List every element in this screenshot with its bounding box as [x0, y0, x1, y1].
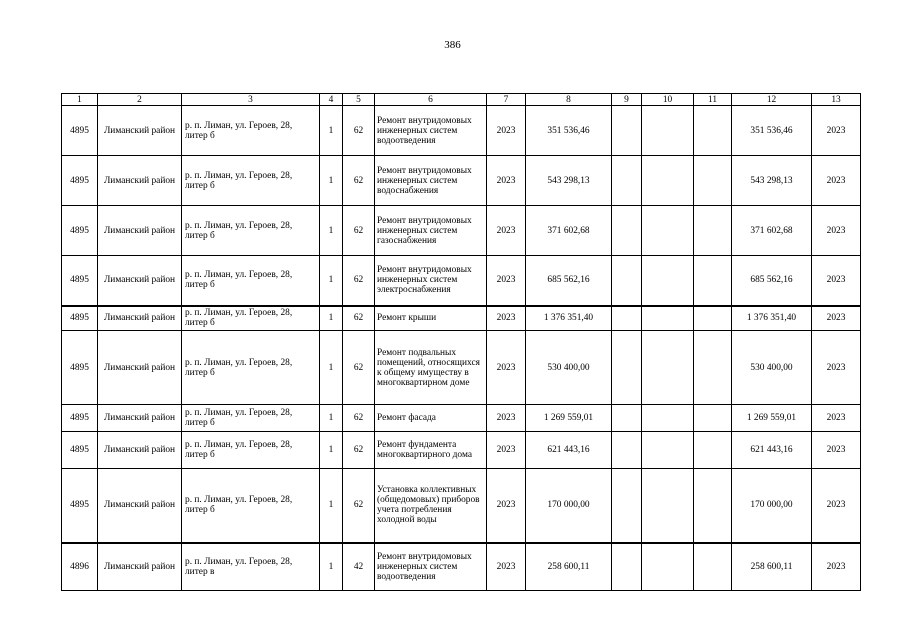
work-type-cell: Установка коллективных (общедомовых) приборов учета потребления холодной воды — [375, 469, 487, 543]
completion-year-cell: 2023 — [812, 331, 861, 405]
column-header-8: 8 — [526, 94, 612, 106]
column-header-1: 1 — [62, 94, 98, 106]
column-header-7: 7 — [487, 94, 526, 106]
page-number: 386 — [444, 39, 461, 51]
district-cell: Лиманский район — [98, 405, 182, 432]
column-header-4: 4 — [320, 94, 343, 106]
completion-year-cell: 2023 — [812, 156, 861, 206]
total-cost-cell: 170 000,00 — [732, 469, 812, 543]
total-cost-cell: 543 298,13 — [732, 156, 812, 206]
cost-cell: 1 269 559,01 — [526, 405, 612, 432]
column-9-cell — [612, 306, 642, 331]
column-4-cell: 1 — [320, 106, 343, 156]
column-5-cell: 62 — [343, 156, 375, 206]
column-5-cell: 62 — [343, 256, 375, 306]
address-cell: р. п. Лиман, ул. Героев, 28, литер б — [182, 405, 320, 432]
column-10-cell — [642, 106, 694, 156]
table-row — [62, 106, 861, 156]
cost-cell: 543 298,13 — [526, 156, 612, 206]
work-type-cell: Ремонт внутридомовых инженерных систем газоснабжения — [375, 206, 487, 256]
column-5-cell: 62 — [343, 405, 375, 432]
column-header-11: 11 — [694, 94, 732, 106]
table-row — [62, 156, 861, 206]
total-cost-cell: 530 400,00 — [732, 331, 812, 405]
table-row — [62, 256, 861, 306]
column-header-9: 9 — [612, 94, 642, 106]
column-11-cell — [694, 156, 732, 206]
address-cell: р. п. Лиман, ул. Героев, 28, литер б — [182, 156, 320, 206]
column-9-cell — [612, 156, 642, 206]
column-11-cell — [694, 543, 732, 591]
column-9-cell — [612, 543, 642, 591]
object-id-cell: 4895 — [62, 256, 98, 306]
address-cell: р. п. Лиман, ул. Героев, 28, литер б — [182, 106, 320, 156]
column-4-cell: 1 — [320, 206, 343, 256]
column-5-cell: 62 — [343, 106, 375, 156]
table-row — [62, 405, 861, 432]
column-header-3: 3 — [182, 94, 320, 106]
year-cell: 2023 — [487, 306, 526, 331]
column-11-cell — [694, 106, 732, 156]
column-11-cell — [694, 405, 732, 432]
column-header-13: 13 — [812, 94, 861, 106]
object-id-cell: 4895 — [62, 432, 98, 469]
cost-cell: 351 536,46 — [526, 106, 612, 156]
total-cost-cell: 685 562,16 — [732, 256, 812, 306]
object-id-cell: 4895 — [62, 306, 98, 331]
column-11-cell — [694, 256, 732, 306]
work-type-cell: Ремонт внутридомовых инженерных систем водоснабжения — [375, 156, 487, 206]
column-10-cell — [642, 469, 694, 543]
cost-cell: 371 602,68 — [526, 206, 612, 256]
column-5-cell: 62 — [343, 432, 375, 469]
column-10-cell — [642, 306, 694, 331]
district-cell: Лиманский район — [98, 331, 182, 405]
year-cell: 2023 — [487, 206, 526, 256]
district-cell: Лиманский район — [98, 469, 182, 543]
column-5-cell: 62 — [343, 331, 375, 405]
cost-cell: 685 562,16 — [526, 256, 612, 306]
object-id-cell: 4896 — [62, 543, 98, 591]
completion-year-cell: 2023 — [812, 256, 861, 306]
column-header-6: 6 — [375, 94, 487, 106]
work-type-cell: Ремонт внутридомовых инженерных систем электроснабжения — [375, 256, 487, 306]
column-11-cell — [694, 432, 732, 469]
table-row — [62, 331, 861, 405]
column-header-2: 2 — [98, 94, 182, 106]
column-10-cell — [642, 156, 694, 206]
district-cell: Лиманский район — [98, 206, 182, 256]
district-cell: Лиманский район — [98, 106, 182, 156]
total-cost-cell: 1 376 351,40 — [732, 306, 812, 331]
column-4-cell: 1 — [320, 331, 343, 405]
column-4-cell: 1 — [320, 432, 343, 469]
column-header-5: 5 — [343, 94, 375, 106]
cost-cell: 621 443,16 — [526, 432, 612, 469]
year-cell: 2023 — [487, 432, 526, 469]
table-row — [62, 432, 861, 469]
column-9-cell — [612, 206, 642, 256]
address-cell: р. п. Лиман, ул. Героев, 28, литер б — [182, 469, 320, 543]
column-4-cell: 1 — [320, 256, 343, 306]
column-5-cell: 62 — [343, 469, 375, 543]
column-9-cell — [612, 432, 642, 469]
column-9-cell — [612, 256, 642, 306]
district-cell: Лиманский район — [98, 256, 182, 306]
work-type-cell: Ремонт внутридомовых инженерных систем водоотведения — [375, 106, 487, 156]
column-10-cell — [642, 331, 694, 405]
cost-cell: 170 000,00 — [526, 469, 612, 543]
completion-year-cell: 2023 — [812, 405, 861, 432]
district-cell: Лиманский район — [98, 306, 182, 331]
capital-repair-table — [61, 93, 861, 591]
district-cell: Лиманский район — [98, 156, 182, 206]
table-row — [62, 306, 861, 331]
column-11-cell — [694, 306, 732, 331]
column-10-cell — [642, 405, 694, 432]
column-10-cell — [642, 543, 694, 591]
column-9-cell — [612, 469, 642, 543]
total-cost-cell: 1 269 559,01 — [732, 405, 812, 432]
column-4-cell: 1 — [320, 469, 343, 543]
work-type-cell: Ремонт внутридомовых инженерных систем водоотведения — [375, 543, 487, 591]
column-10-cell — [642, 206, 694, 256]
table-row — [62, 469, 861, 543]
column-10-cell — [642, 432, 694, 469]
table-header — [62, 94, 861, 106]
column-5-cell: 62 — [343, 206, 375, 256]
address-cell: р. п. Лиман, ул. Героев, 28, литер б — [182, 331, 320, 405]
address-cell: р. п. Лиман, ул. Героев, 28, литер в — [182, 543, 320, 591]
year-cell: 2023 — [487, 469, 526, 543]
work-type-cell: Ремонт крыши — [375, 306, 487, 331]
object-id-cell: 4895 — [62, 331, 98, 405]
completion-year-cell: 2023 — [812, 306, 861, 331]
address-cell: р. п. Лиман, ул. Героев, 28, литер б — [182, 256, 320, 306]
completion-year-cell: 2023 — [812, 206, 861, 256]
completion-year-cell: 2023 — [812, 432, 861, 469]
total-cost-cell: 351 536,46 — [732, 106, 812, 156]
address-cell: р. п. Лиман, ул. Героев, 28, литер б — [182, 206, 320, 256]
completion-year-cell: 2023 — [812, 106, 861, 156]
total-cost-cell: 621 443,16 — [732, 432, 812, 469]
total-cost-cell: 371 602,68 — [732, 206, 812, 256]
column-4-cell: 1 — [320, 156, 343, 206]
cost-cell: 530 400,00 — [526, 331, 612, 405]
table-body — [62, 106, 861, 591]
work-type-cell: Ремонт фундамента многоквартирного дома — [375, 432, 487, 469]
year-cell: 2023 — [487, 156, 526, 206]
column-9-cell — [612, 331, 642, 405]
cost-cell: 1 376 351,40 — [526, 306, 612, 331]
table-row — [62, 206, 861, 256]
year-cell: 2023 — [487, 543, 526, 591]
work-type-cell: Ремонт фасада — [375, 405, 487, 432]
column-header-12: 12 — [732, 94, 812, 106]
column-header-10: 10 — [642, 94, 694, 106]
district-cell: Лиманский район — [98, 432, 182, 469]
column-5-cell: 42 — [343, 543, 375, 591]
year-cell: 2023 — [487, 405, 526, 432]
column-11-cell — [694, 206, 732, 256]
column-4-cell: 1 — [320, 405, 343, 432]
column-9-cell — [612, 106, 642, 156]
object-id-cell: 4895 — [62, 469, 98, 543]
table-row — [62, 543, 861, 591]
column-10-cell — [642, 256, 694, 306]
column-4-cell: 1 — [320, 543, 343, 591]
object-id-cell: 4895 — [62, 156, 98, 206]
column-4-cell: 1 — [320, 306, 343, 331]
column-11-cell — [694, 469, 732, 543]
year-cell: 2023 — [487, 106, 526, 156]
header-row — [62, 94, 861, 106]
address-cell: р. п. Лиман, ул. Героев, 28, литер б — [182, 306, 320, 331]
address-cell: р. п. Лиман, ул. Героев, 28, литер б — [182, 432, 320, 469]
cost-cell: 258 600,11 — [526, 543, 612, 591]
completion-year-cell: 2023 — [812, 469, 861, 543]
column-11-cell — [694, 331, 732, 405]
total-cost-cell: 258 600,11 — [732, 543, 812, 591]
object-id-cell: 4895 — [62, 106, 98, 156]
year-cell: 2023 — [487, 331, 526, 405]
completion-year-cell: 2023 — [812, 543, 861, 591]
object-id-cell: 4895 — [62, 405, 98, 432]
object-id-cell: 4895 — [62, 206, 98, 256]
year-cell: 2023 — [487, 256, 526, 306]
work-type-cell: Ремонт подвальных помещений, относящихся к общему имуществу в многоквартирном доме — [375, 331, 487, 405]
column-9-cell — [612, 405, 642, 432]
district-cell: Лиманский район — [98, 543, 182, 591]
column-5-cell: 62 — [343, 306, 375, 331]
